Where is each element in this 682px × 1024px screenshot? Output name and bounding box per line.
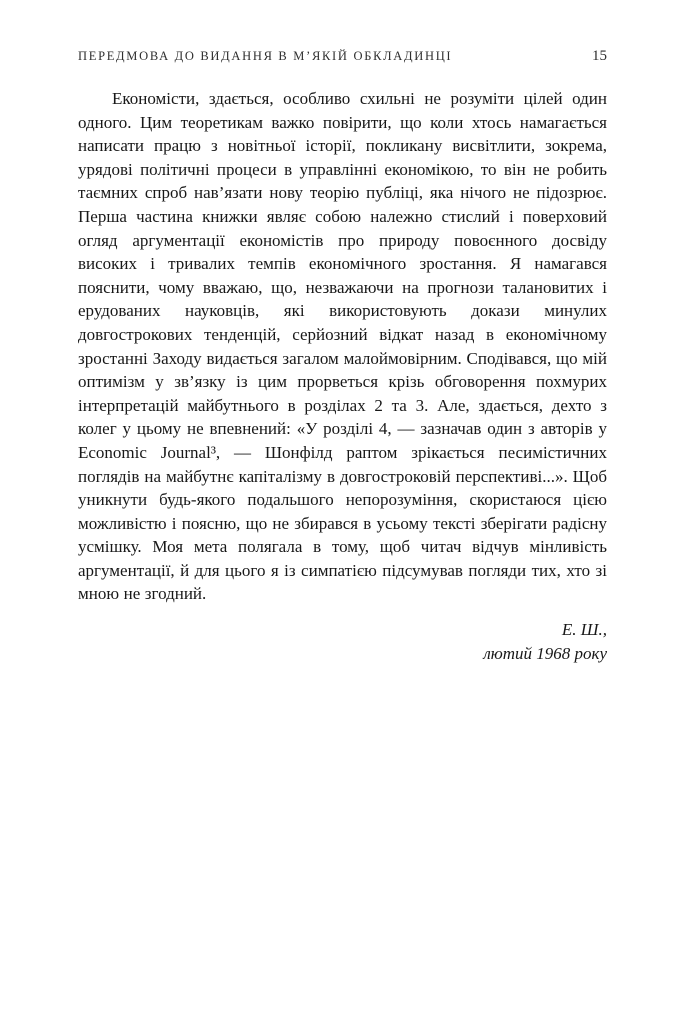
signature-initials: Е. Ш., (561, 620, 607, 640)
page-header (78, 48, 607, 65)
page-number: 15 (592, 48, 607, 64)
body-paragraph: Економісти, здається, особливо схильні не розуміти цілей один одного. Цим теоретикам важко повірити, що коли хтось намагається написати працю з новітньої історії, покликану висвітлити, зокрема, урядові політичні процеси в управлінні економікою, то він не робить таємних спроб нав’язати нову теорію публіці, яка нічого не підозрює. Перша частина книжки являє собою належно стислий і поверховий огляд аргументації економістів про природу повоєнного досвіду високих і тривалих темпів економічного зростання. Я намагався пояснити, чому вважаю, що, незважаючи на прогнози талановитих і ерудованих науковців, які використовують докази минулих довгострокових тенденцій, серйозний відкат назад в економічному зростанні Заходу видається загалом малоймовірним. Сподівався, що мій оптимізм у зв’язку із цим прорветься крізь обговорення похмурих інтерпретацій майбутнього в розділах 2 та 3. Але, здається, дехто з колег у цьому не впевнений: «У розділі 4, — зазначав один з авторів у Economic Journal³, — Шонфілд раптом зрікається песимістичних поглядів на майбутнє капіталізму в довгостроковій перспективі...». Щоб уникнути будь-якого подальшого непорозуміння, скористаюся цією можливістю і поясню, що не збирався в усьому тексті зберігати радісну усмішку. Моя мета полягала в тому, щоб читач відчув мінливість аргументації, й для цього я із симпатією підсумував погляди тих, хто зі мною не згодний. (78, 89, 607, 604)
running-header-title: ПЕРЕДМОВА ДО ВИДАННЯ В М’ЯКІЙ ОБКЛАДИНЦІ (78, 49, 453, 63)
signature-block (78, 618, 607, 666)
signature-date: лютий 1968 року (483, 644, 607, 664)
